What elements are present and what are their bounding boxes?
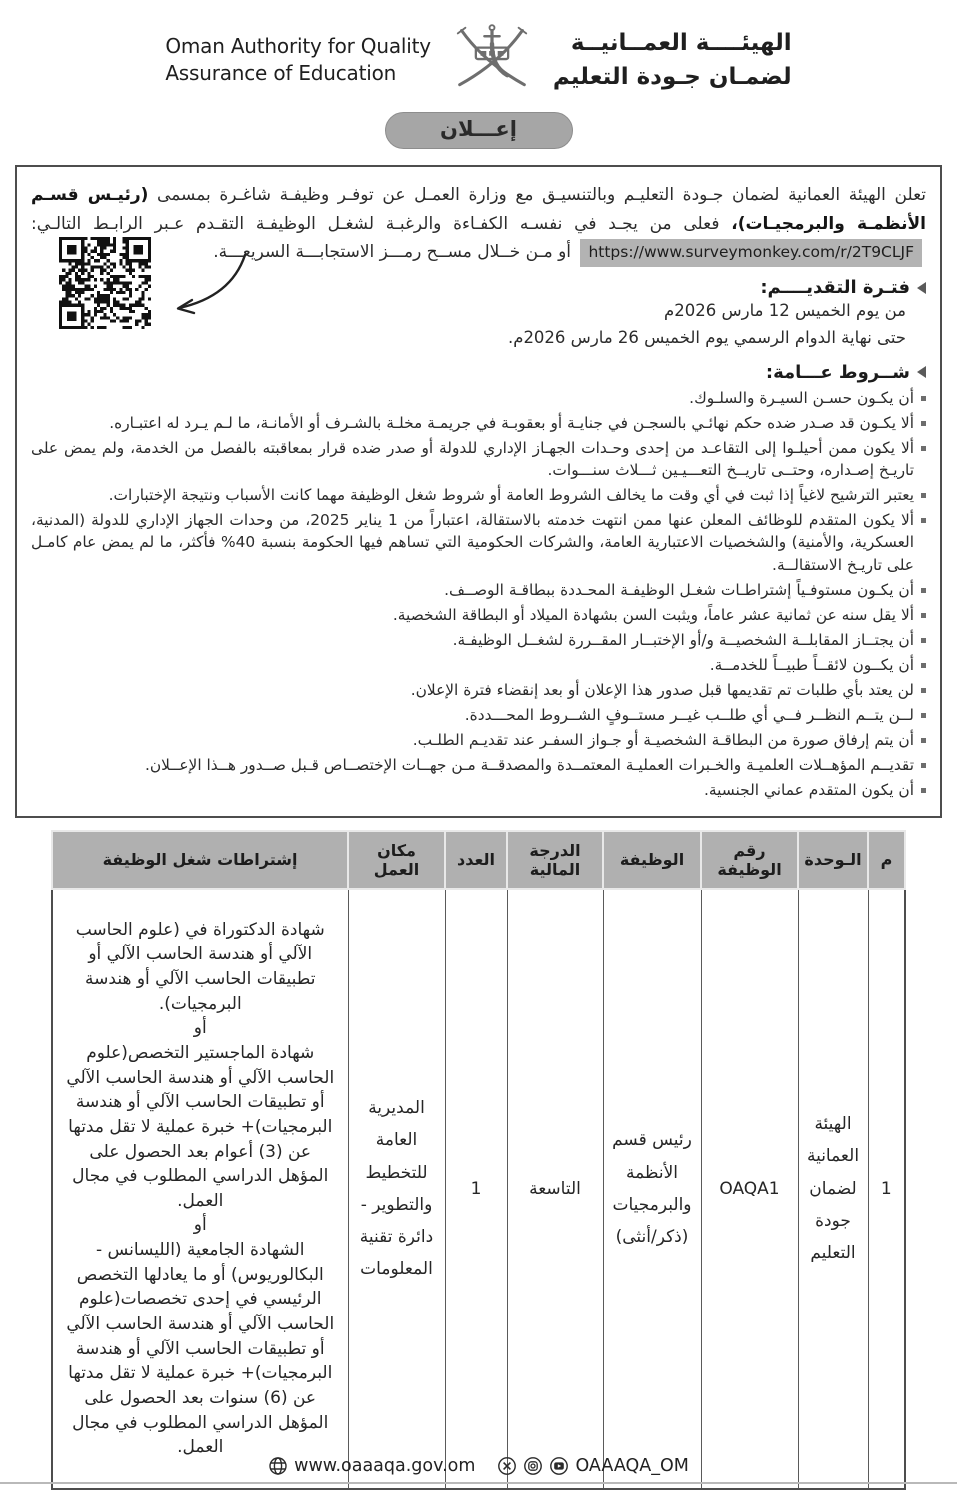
bullet-square-icon: [921, 493, 926, 498]
condition-item: ألا يكون ممن أحيلـوا إلى التقاعـد من إحدى وحـدات الجهـاز الإداري للدولة أو صدر ضده قرار بمعاقبته بالفصل من الخدمة، ولم يمض على تاريـخ إصـداره، وحتــى تاريــخ التعـــيـين ثـــلاث سنـــوات.: [31, 437, 926, 482]
requirement-or: أو: [193, 1215, 207, 1236]
org-name-english: [165, 33, 431, 87]
cell-requirements: [52, 889, 348, 1489]
bullet-square-icon: [921, 421, 926, 426]
general-conditions-title: شــروط عـــامة:: [765, 361, 910, 383]
col-header-job-title: الوظيفة: [603, 831, 701, 889]
col-header-work-location: مكان العمل: [348, 831, 445, 889]
instagram-icon: [523, 1456, 543, 1476]
announcement-badge: إعـــلان: [385, 112, 573, 149]
bullet-square-icon: [921, 688, 926, 693]
table-row: [52, 889, 905, 1489]
requirement-doctorate: شهادة الدكتوراة في (علوم الحاسب الآلي أو هندسة الحاسب الآلي أو تطبيقات الحاسب الآلي أو هندسة البرمجيات).: [75, 919, 325, 1014]
cell-job-title: رئيس قسم الأنظمة والبرمجيات (ذكر/أنثى): [603, 889, 701, 1489]
cell-work-location: المديرية العامة للتخطيط والتطوير - دائرة تقنية المعلومات: [348, 889, 445, 1489]
bullet-square-icon: [921, 518, 926, 523]
header: [0, 0, 957, 98]
bullet-square-icon: [921, 788, 926, 793]
x-twitter-icon: [497, 1456, 517, 1476]
condition-item: أن يكـون حسـن السيـرة والسلـوك.: [31, 387, 926, 409]
application-url-link[interactable]: https://www.surveymonkey.com/r/2T9CLJF: [580, 239, 922, 267]
bullet-square-icon: [921, 713, 926, 718]
condition-item: ألا يقل سنه عن ثمانية عشر عاماً، ويثبت السن بشهادة الميلاد أو البطاقة الشخصية.: [31, 604, 926, 626]
youtube-icon: [549, 1456, 569, 1476]
oman-emblem-logo: [449, 22, 535, 98]
condition-item: تقديــم المؤهــلات العلميـة والخـبرات العمليـة المعتمــدة والمصدقــة مـن جهــات الإختصــاص قـبل صــدور هــذا الإعــلان.: [31, 754, 926, 776]
bullet-square-icon: [921, 738, 926, 743]
intro-job-title: (رئيـس قسـم الأنظمـة والبرمجيـات)،: [31, 185, 926, 234]
table-header-row: [52, 831, 905, 889]
jobs-table: [51, 830, 906, 1490]
application-period-title: فتـرة التقديــــم:: [760, 277, 910, 299]
bullet-square-icon: [921, 396, 926, 401]
org-name-arabic: [553, 26, 792, 95]
bottom-divider: [0, 1482, 957, 1484]
col-header-job-number: رقم الوظيفة: [701, 831, 798, 889]
requirement-bachelor: الشهادة الجامعية (الليسانس - البكالوريوس) أو ما يعادلها التخصص الرئيسي في إحدى تخصصات(علوم الحاسب الآلي أو هندسة الحاسب الآلي أو تطبيقات الحاسب الآلي أو هندسة البرمجيات)+ خبرة عملية لا تقل مدتها عن (6) سنوات بعد الحصول على المؤهل الدراسي المطلوب في مجال العمل.: [66, 1240, 335, 1458]
cell-job-number: OAQA1: [701, 889, 798, 1489]
org-name-ar-line2: لضمـان جـودة التعليم: [552, 64, 792, 90]
footer-website-link[interactable]: www.oaaaqa.gov.om: [294, 1455, 476, 1476]
period-from: من يوم الخميس 12 مارس 2026م: [664, 301, 906, 321]
bullet-square-icon: [921, 613, 926, 618]
intro-text-before: تعلن الهيئة العمانية لضمان جـودة التعليـم وبالتنسيـق مع وزارة العمـل عن توفـر وظيفـة شاغـرة بمسمى: [148, 185, 927, 205]
curved-arrow-to-qr-icon: [165, 251, 251, 317]
cell-unit: الهيئة العمانية لضمان جودة التعليم: [798, 889, 868, 1489]
cell-serial: 1: [868, 889, 905, 1489]
org-name-en-line1: Oman Authority for Quality: [165, 34, 431, 58]
condition-item: أن يتم إرفاق صورة من البطاقـة الشخصيـة أو جـواز السفـر عند تقديـم الطلـب.: [31, 729, 926, 751]
requirement-or: أو: [193, 1018, 207, 1039]
bullet-square-icon: [921, 588, 926, 593]
col-header-unit: الـوحدة: [798, 831, 868, 889]
period-to: حتى نهاية الدوام الرسمي يوم الخميس 26 مارس 2026م.: [507, 327, 906, 347]
requirement-masters: شهادة الماجستير التخصص(علوم الحاسب الآلي أو هندسة الحاسب الآلي أو تطبيقات الحاسب الآلي أو هندسة البرمجيات)+ خبرة عملية لا تقل مدتها عن (3) أعوام بعد الحصول على المؤهل الدراسي المطلوب في مجال العمل.: [66, 1042, 335, 1211]
condition-item: ألا يكون المتقدم للوظائف المعلن عنها ممن انتهت خدمته بالاستقالة، اعتباراً من 1 يناير 2025، من وحدات الجهاز الإداري للدولة (المدنية، العسكرية، والأمنية) والشخصيات الاعتبارية العامة، والشركات الحكومية التي تساهم فيها الحكومة بنسبة 40% فأكثر، ما لم يمض عام كامـل على تاريـخ الاستقالــة.: [31, 509, 926, 576]
section-arrow-icon: [917, 366, 926, 378]
cell-grade: التاسعة: [507, 889, 603, 1489]
condition-item: لــن يتــم النظــر فــي أي طلــب غيــر مستــوفٍ الشــروط المحـــددة.: [31, 704, 926, 726]
cell-count: 1: [445, 889, 507, 1489]
condition-item: أن يجتــاز المقابلــة الشخصيــة و/أو الإختبــار المقــررة لشغــل الوظيفـة.: [31, 629, 926, 651]
qr-code: [59, 237, 151, 329]
col-header-count: العدد: [445, 831, 507, 889]
globe-icon: [268, 1456, 288, 1476]
col-header-grade: الدرجة المالية: [507, 831, 603, 889]
condition-item: ألا يكـون قد صـدر ضده حكم نهائـي بالسجـن في جنايـة أو بعقوبـة في جريمـة مخلـة بالشـرف أو الأمانـة، ما لـم يـرد له اعتبـاره.: [31, 412, 926, 434]
condition-item: أن يكـون مستوفـياً إشتراطـات شغـل الوظيفـة المحـددة ببطاقـة الوصــف.: [31, 579, 926, 601]
general-conditions-header: [31, 362, 926, 383]
section-arrow-icon: [917, 282, 926, 294]
intro-text-after: فعلى من يجـد في نفسـه الكفـاءة والرغبـة لشغـل الوظيفـة التقـدم عـبر الرابـط التالـي:: [31, 213, 732, 234]
bullet-square-icon: [921, 638, 926, 643]
footer-social-handle: OAAAQA_OM: [575, 1455, 689, 1476]
intro-qr-alternative: أو مـن خــلال مســح رمـــز الاستجابـــة السريعـــة.: [213, 242, 572, 263]
footer: [0, 1456, 957, 1476]
condition-item: أن يكون المتقدم عماني الجنسية.: [31, 779, 926, 801]
conditions-list: [31, 387, 926, 802]
org-name-en-line2: Assurance of Education: [165, 61, 397, 85]
col-header-serial: م: [868, 831, 905, 889]
bullet-square-icon: [921, 663, 926, 668]
condition-item: لن يعتد بأي طلبات تم تقديمها قبل صدور هذا الإعلان أو بعد إنقضاء فترة الإعلان.: [31, 679, 926, 701]
general-conditions-section: [31, 362, 926, 802]
org-name-ar-line1: الهيئــــة العمــانيــة: [570, 29, 792, 56]
bullet-square-icon: [921, 446, 926, 451]
col-header-requirements: إشتراطات شغل الوظيفة: [52, 831, 348, 889]
condition-item: أن يكــون لائقــاً طبيــاً للخدمــة.: [31, 654, 926, 676]
condition-item: يعتبر الترشيح لاغياً إذا ثبت في أي وقت ما يخالف الشروط العامة أو شروط شغل الوظيفة مهما كانت الأسباب ونتيجة الإختبارات.: [31, 484, 926, 506]
bullet-square-icon: [921, 763, 926, 768]
announcement-body-box: [15, 165, 942, 818]
